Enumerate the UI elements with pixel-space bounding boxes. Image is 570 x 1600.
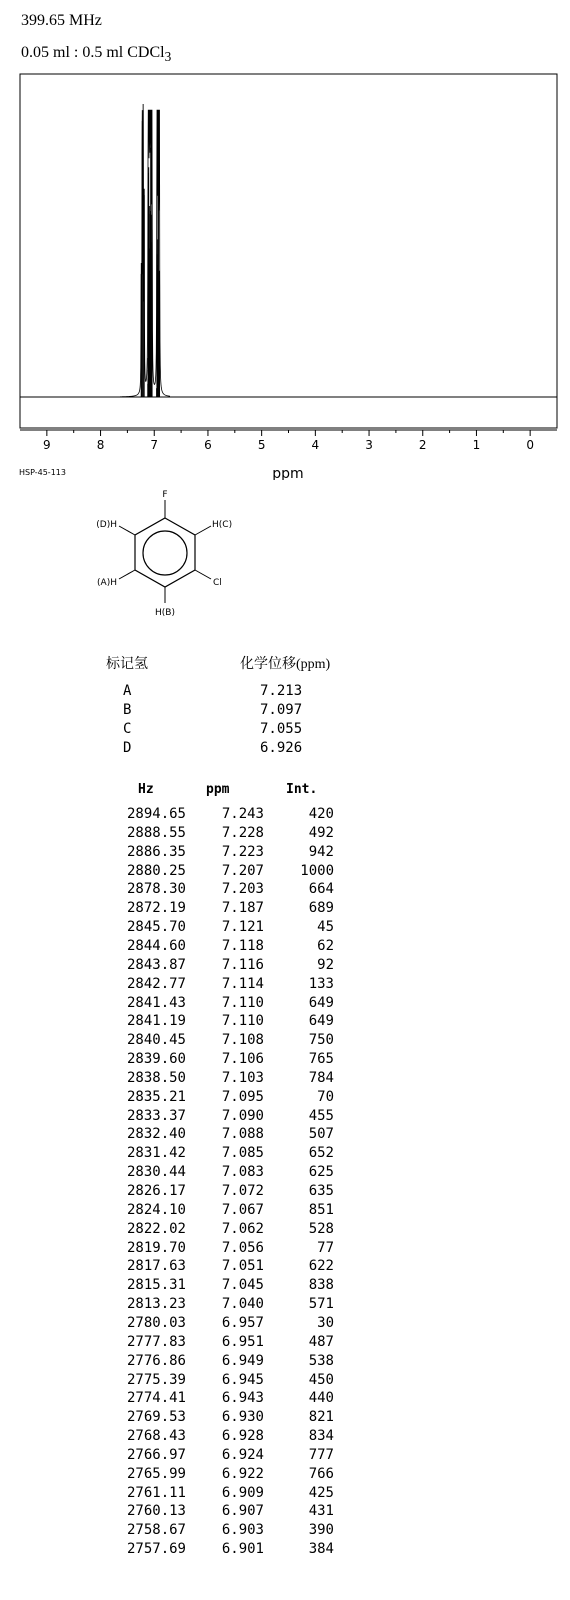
peak-hz-cell: 2843.87 <box>126 956 186 973</box>
peak-hz-cell: 2832.40 <box>126 1126 186 1143</box>
peak-ppm-cell: 7.116 <box>221 956 264 973</box>
peak-int-cell: 765 <box>308 1051 334 1068</box>
peak-ppm-cell: 7.051 <box>221 1258 264 1275</box>
atom-hb: H(B) <box>155 608 175 618</box>
peak-hz-cell: 2826.17 <box>126 1183 186 1199</box>
peak-int-cell: 45 <box>317 919 334 936</box>
peak-ppm-cell: 7.045 <box>221 1277 264 1294</box>
peak-int-cell: 507 <box>308 1126 334 1143</box>
benzene-ring <box>135 518 195 587</box>
shift-row-value: 7.097 <box>260 702 303 718</box>
peak-hz-cell: 2844.60 <box>126 937 186 954</box>
x-tick-label: 1 <box>472 438 481 452</box>
peak-hz-cell: 2839.60 <box>126 1051 186 1068</box>
peak-int-cell: 689 <box>308 900 334 917</box>
shift-row-label: B <box>123 702 132 718</box>
peak-hz-cell: 2757.69 <box>126 1541 186 1558</box>
peak-int-cell: 834 <box>308 1428 334 1445</box>
shift-row-value: 7.055 <box>260 721 303 737</box>
peak-ppm-cell: 6.951 <box>221 1333 264 1350</box>
peak-ppm-cell: 7.203 <box>221 881 264 898</box>
peak-int-cell: 492 <box>308 824 334 841</box>
peak-ppm-cell: 6.945 <box>221 1371 264 1388</box>
peak-hz-cell: 2888.55 <box>126 824 186 841</box>
peak-ppm-cell: 6.928 <box>221 1428 264 1445</box>
x-tick-label: 4 <box>311 438 320 452</box>
peak-int-cell: 942 <box>308 843 334 860</box>
shift-row-label: C <box>123 721 132 737</box>
peak-int-cell: 92 <box>317 956 334 973</box>
peak-int-cell: 777 <box>308 1446 334 1463</box>
peak-hz-cell: 2775.39 <box>126 1371 186 1388</box>
shift-row-value: 6.926 <box>260 740 303 756</box>
peak-hz-cell: 2872.19 <box>126 900 186 917</box>
peak-ppm-cell: 6.922 <box>221 1465 264 1482</box>
atom-hd: (D)H <box>96 520 117 530</box>
peak-hz-cell: 2894.65 <box>126 806 186 822</box>
peak-ppm-cell: 7.228 <box>221 824 264 841</box>
shift-row-value: 7.213 <box>260 683 303 699</box>
peak-hz-cell: 2845.70 <box>126 919 186 936</box>
peak-hz-cell: 2822.02 <box>126 1220 186 1237</box>
spectrometer-frequency: 399.65 MHz <box>21 12 102 29</box>
peak-int-cell: 62 <box>317 937 334 954</box>
peak-int-cell: 455 <box>308 1107 334 1124</box>
peak-hz-cell: 2838.50 <box>126 1069 186 1086</box>
bond-hd <box>119 526 135 535</box>
peak-ppm-cell: 7.114 <box>221 975 264 992</box>
x-axis-label: ppm <box>272 466 304 480</box>
nmr-spectrum-chart <box>0 0 570 480</box>
spectrum-trace <box>120 110 170 397</box>
peak-int-cell: 77 <box>317 1239 334 1256</box>
peak-hz-cell: 2813.23 <box>126 1296 186 1313</box>
peak-ppm-cell: 6.924 <box>221 1446 264 1463</box>
peak-int-cell: 450 <box>308 1371 334 1388</box>
peak-ppm-cell: 7.106 <box>221 1051 264 1068</box>
peak-int-cell: 390 <box>308 1522 334 1539</box>
peak-table-header-ppm: ppm <box>206 782 230 797</box>
peak-int-cell: 821 <box>308 1409 334 1426</box>
aromatic-circle <box>143 531 187 575</box>
peak-hz-cell: 2769.53 <box>126 1409 186 1426</box>
peak-ppm-cell: 7.108 <box>221 1032 264 1049</box>
peak-hz-cell: 2768.43 <box>126 1428 186 1445</box>
bond-hc <box>195 526 211 535</box>
peak-hz-cell: 2842.77 <box>126 975 186 992</box>
peak-ppm-cell: 7.243 <box>221 806 264 822</box>
peak-ppm-cell: 7.095 <box>221 1088 264 1105</box>
atom-cl: Cl <box>213 578 222 588</box>
peak-hz-cell: 2766.97 <box>126 1446 186 1463</box>
peak-int-cell: 420 <box>308 806 334 822</box>
peak-ppm-cell: 7.207 <box>221 862 264 879</box>
peak-ppm-cell: 7.088 <box>221 1126 264 1143</box>
peak-hz-cell: 2761.11 <box>126 1484 186 1501</box>
peak-hz-cell: 2841.19 <box>126 1013 186 1030</box>
peak-ppm-cell: 6.909 <box>221 1484 264 1501</box>
shift-table-header-label: 标记氢 <box>106 657 148 672</box>
peak-int-cell: 625 <box>308 1164 334 1181</box>
peak-hz-cell: 2776.86 <box>126 1352 186 1369</box>
peak-int-cell: 635 <box>308 1183 334 1199</box>
molecule-structure <box>70 488 270 638</box>
peak-table-header-hz: Hz <box>138 782 154 797</box>
bond-ha <box>119 570 135 579</box>
peak-ppm-cell: 6.930 <box>221 1409 264 1426</box>
peak-int-cell: 649 <box>308 1013 334 1030</box>
peak-ppm-cell: 7.187 <box>221 900 264 917</box>
peak-ppm-cell: 7.072 <box>221 1183 264 1199</box>
sample-text: 0.05 ml : 0.5 ml CDCl <box>21 44 165 61</box>
x-tick-label: 7 <box>150 438 159 452</box>
bond-cl <box>195 570 211 579</box>
peak-int-cell: 528 <box>308 1220 334 1237</box>
peak-int-cell: 571 <box>308 1296 334 1313</box>
peak-int-cell: 851 <box>308 1201 334 1218</box>
x-tick-label: 9 <box>43 438 51 452</box>
peak-ppm-cell: 7.056 <box>221 1239 264 1256</box>
sample-subscript: 3 <box>164 49 172 65</box>
peak-int-cell: 133 <box>308 975 334 992</box>
peak-ppm-cell: 6.901 <box>221 1541 264 1558</box>
shift-row-label: A <box>123 683 132 699</box>
peak-int-cell: 431 <box>308 1503 334 1520</box>
peak-int-cell: 384 <box>308 1541 334 1558</box>
x-tick-label: 2 <box>418 438 427 452</box>
peak-ppm-cell: 7.110 <box>221 994 264 1011</box>
peak-hz-cell: 2835.21 <box>126 1088 186 1105</box>
peak-hz-cell: 2765.99 <box>126 1465 186 1482</box>
peak-hz-cell: 2815.31 <box>126 1277 186 1294</box>
peak-int-cell: 70 <box>317 1088 334 1105</box>
peak-ppm-cell: 6.943 <box>221 1390 264 1407</box>
peak-ppm-cell: 7.040 <box>221 1296 264 1313</box>
x-tick-label: 0 <box>526 438 534 452</box>
peak-ppm-cell: 7.223 <box>221 843 264 860</box>
peak-hz-cell: 2830.44 <box>126 1164 186 1181</box>
peak-hz-cell: 2817.63 <box>126 1258 186 1275</box>
peak-hz-cell: 2824.10 <box>126 1201 186 1218</box>
peak-hz-cell: 2777.83 <box>126 1333 186 1350</box>
peak-int-cell: 1000 <box>300 862 334 879</box>
peak-int-cell: 838 <box>308 1277 334 1294</box>
peak-ppm-cell: 7.085 <box>221 1145 264 1162</box>
x-tick-label: 3 <box>365 438 373 452</box>
peak-hz-cell: 2840.45 <box>126 1032 186 1049</box>
peak-hz-cell: 2760.13 <box>126 1503 186 1520</box>
peak-int-cell: 425 <box>308 1484 334 1501</box>
peak-hz-cell: 2780.03 <box>126 1314 186 1331</box>
peak-int-cell: 30 <box>317 1314 334 1331</box>
peak-hz-cell: 2831.42 <box>126 1145 186 1162</box>
x-tick-label: 6 <box>204 438 212 452</box>
shift-row-label: D <box>123 740 132 756</box>
shift-table-header-shift: 化学位移(ppm) <box>240 657 331 672</box>
atom-hc: H(C) <box>212 520 233 530</box>
peak-ppm-cell: 7.110 <box>221 1013 264 1030</box>
peak-int-cell: 750 <box>308 1032 334 1049</box>
peak-ppm-cell: 7.118 <box>221 937 264 954</box>
peak-ppm-cell: 7.062 <box>221 1220 264 1237</box>
x-tick-label: 8 <box>96 438 105 452</box>
peak-ppm-cell: 7.083 <box>221 1164 264 1181</box>
peak-int-cell: 664 <box>308 881 334 898</box>
peak-int-cell: 649 <box>308 994 334 1011</box>
atom-ha: (A)H <box>97 578 117 588</box>
peak-ppm-cell: 6.907 <box>221 1503 264 1520</box>
peak-ppm-cell: 6.957 <box>221 1314 264 1331</box>
peak-hz-cell: 2841.43 <box>126 994 186 1011</box>
peak-hz-cell: 2833.37 <box>126 1107 186 1124</box>
peak-hz-cell: 2886.35 <box>126 843 186 860</box>
peak-ppm-cell: 7.103 <box>221 1069 264 1086</box>
peak-table-header-int: Int. <box>286 782 318 797</box>
peak-int-cell: 538 <box>308 1352 334 1369</box>
x-tick-label: 5 <box>257 438 266 452</box>
peak-int-cell: 622 <box>308 1258 334 1275</box>
peak-int-cell: 652 <box>308 1145 334 1162</box>
peak-ppm-cell: 6.949 <box>221 1352 264 1369</box>
peak-ppm-cell: 7.090 <box>221 1107 264 1124</box>
peak-hz-cell: 2880.25 <box>126 862 186 879</box>
peak-int-cell: 440 <box>308 1390 334 1407</box>
peak-ppm-cell: 7.121 <box>221 919 264 936</box>
plot-frame <box>20 74 557 428</box>
peak-hz-cell: 2878.30 <box>126 881 186 898</box>
x-axis-ticks <box>43 430 534 452</box>
peak-hz-cell: 2758.67 <box>126 1522 186 1539</box>
peak-hz-cell: 2819.70 <box>126 1239 186 1256</box>
peak-ppm-cell: 6.903 <box>221 1522 264 1539</box>
peak-int-cell: 784 <box>308 1069 334 1086</box>
peak-int-cell: 766 <box>308 1465 334 1482</box>
peak-ppm-cell: 7.067 <box>221 1201 264 1218</box>
peak-hz-cell: 2774.41 <box>126 1390 186 1407</box>
atom-f: F <box>162 490 168 500</box>
spectrum-code: HSP-45-113 <box>19 468 66 477</box>
peak-int-cell: 487 <box>308 1333 334 1350</box>
